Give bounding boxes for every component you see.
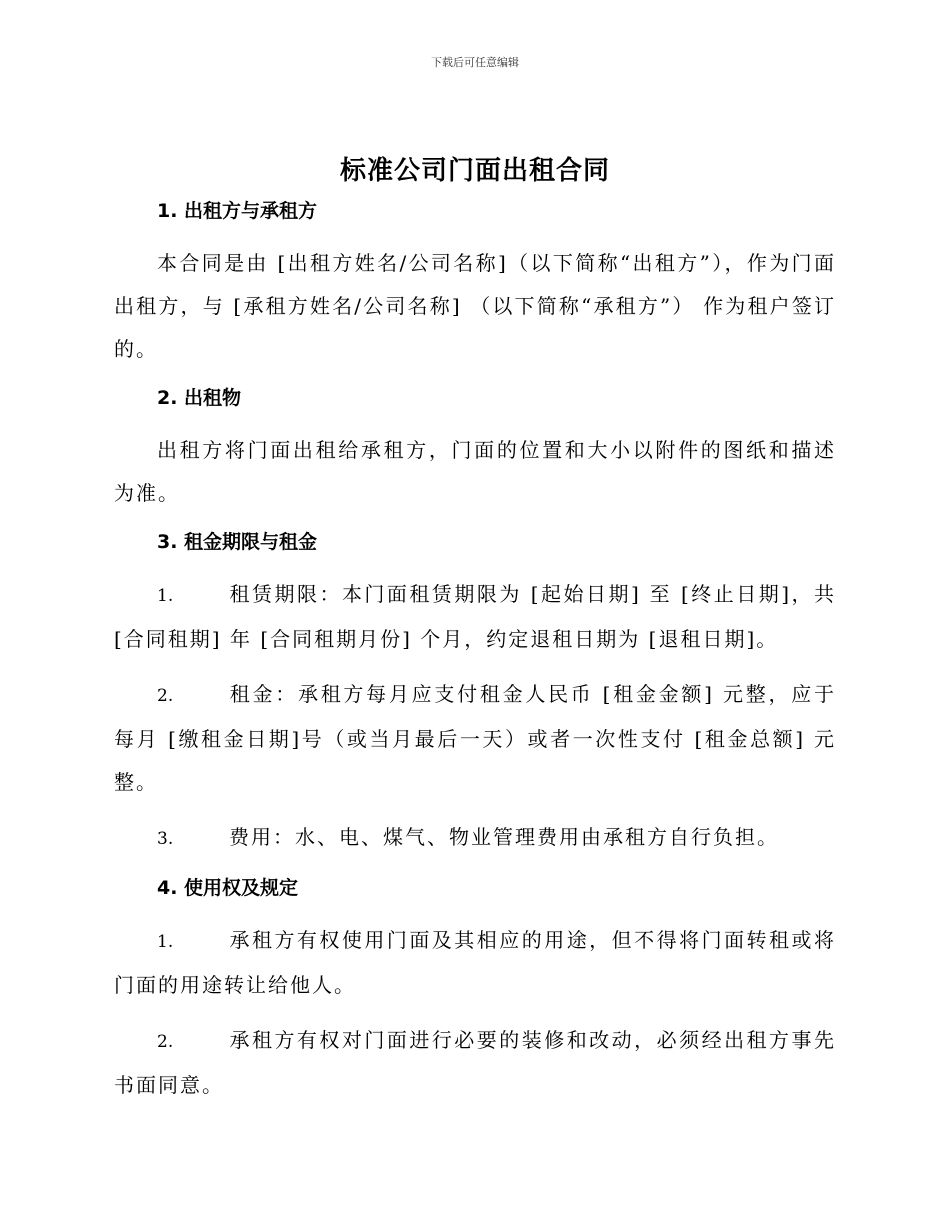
list-item-number: 2. [157,1032,174,1052]
list-item [114,919,836,1007]
document-body [114,196,836,1119]
list-item-text: 租赁期限：本门面租赁期限为 [起始日期] 至 [终止日期]，共 [合同租期] 年 [合同租期月份] 个月，约定退租日期为 [退租日期]。 [114,582,836,651]
list-item-number: 1. [157,586,174,606]
page-header-note: 下载后可任意编辑 [431,56,519,69]
list-item-text: 承租方有权使用门面及其相应的用途，但不得将门面转租或将门面的用途转让给他人。 [114,928,836,997]
list-item-number: 2. [157,686,174,706]
list-item [114,1019,836,1107]
section-paragraph: 出租方将门面出租给承租方，门面的位置和大小以附件的图纸和描述为准。 [114,438,836,505]
list-item-text: 费用：水、电、煤气、物业管理费用由承租方自行负担。 [229,825,779,849]
section-heading-term-and-rent: 3. 租金期限与租金 [157,531,318,553]
list-item [114,816,836,861]
section-heading-premises: 2. 出租物 [157,387,242,409]
section-paragraph: 本合同是由 [出租方姓名/公司名称]（以下简称“出租方”），作为门面出租方，与 [承租方姓名/公司名称] （以下简称“承租方”） 作为租户签订的。 [114,251,836,361]
document-title: 标准公司门面出租合同 [339,156,610,186]
list-item-number: 1. [157,932,174,952]
section-heading-usage-rights: 4. 使用权及规定 [157,877,299,899]
section-heading-parties: 1. 出租方与承租方 [157,200,318,222]
list-item [114,673,836,804]
list-item-text: 承租方有权对门面进行必要的装修和改动，必须经出租方事先书面同意。 [114,1028,836,1097]
list-item-text: 租金：承租方每月应支付租金人民币 [租金金额] 元整，应于每月 [缴租金日期]号（或当月最后一天）或者一次性支付 [租金总额] 元整。 [114,682,836,794]
list-item [114,573,836,661]
list-item-number: 3. [157,829,174,849]
